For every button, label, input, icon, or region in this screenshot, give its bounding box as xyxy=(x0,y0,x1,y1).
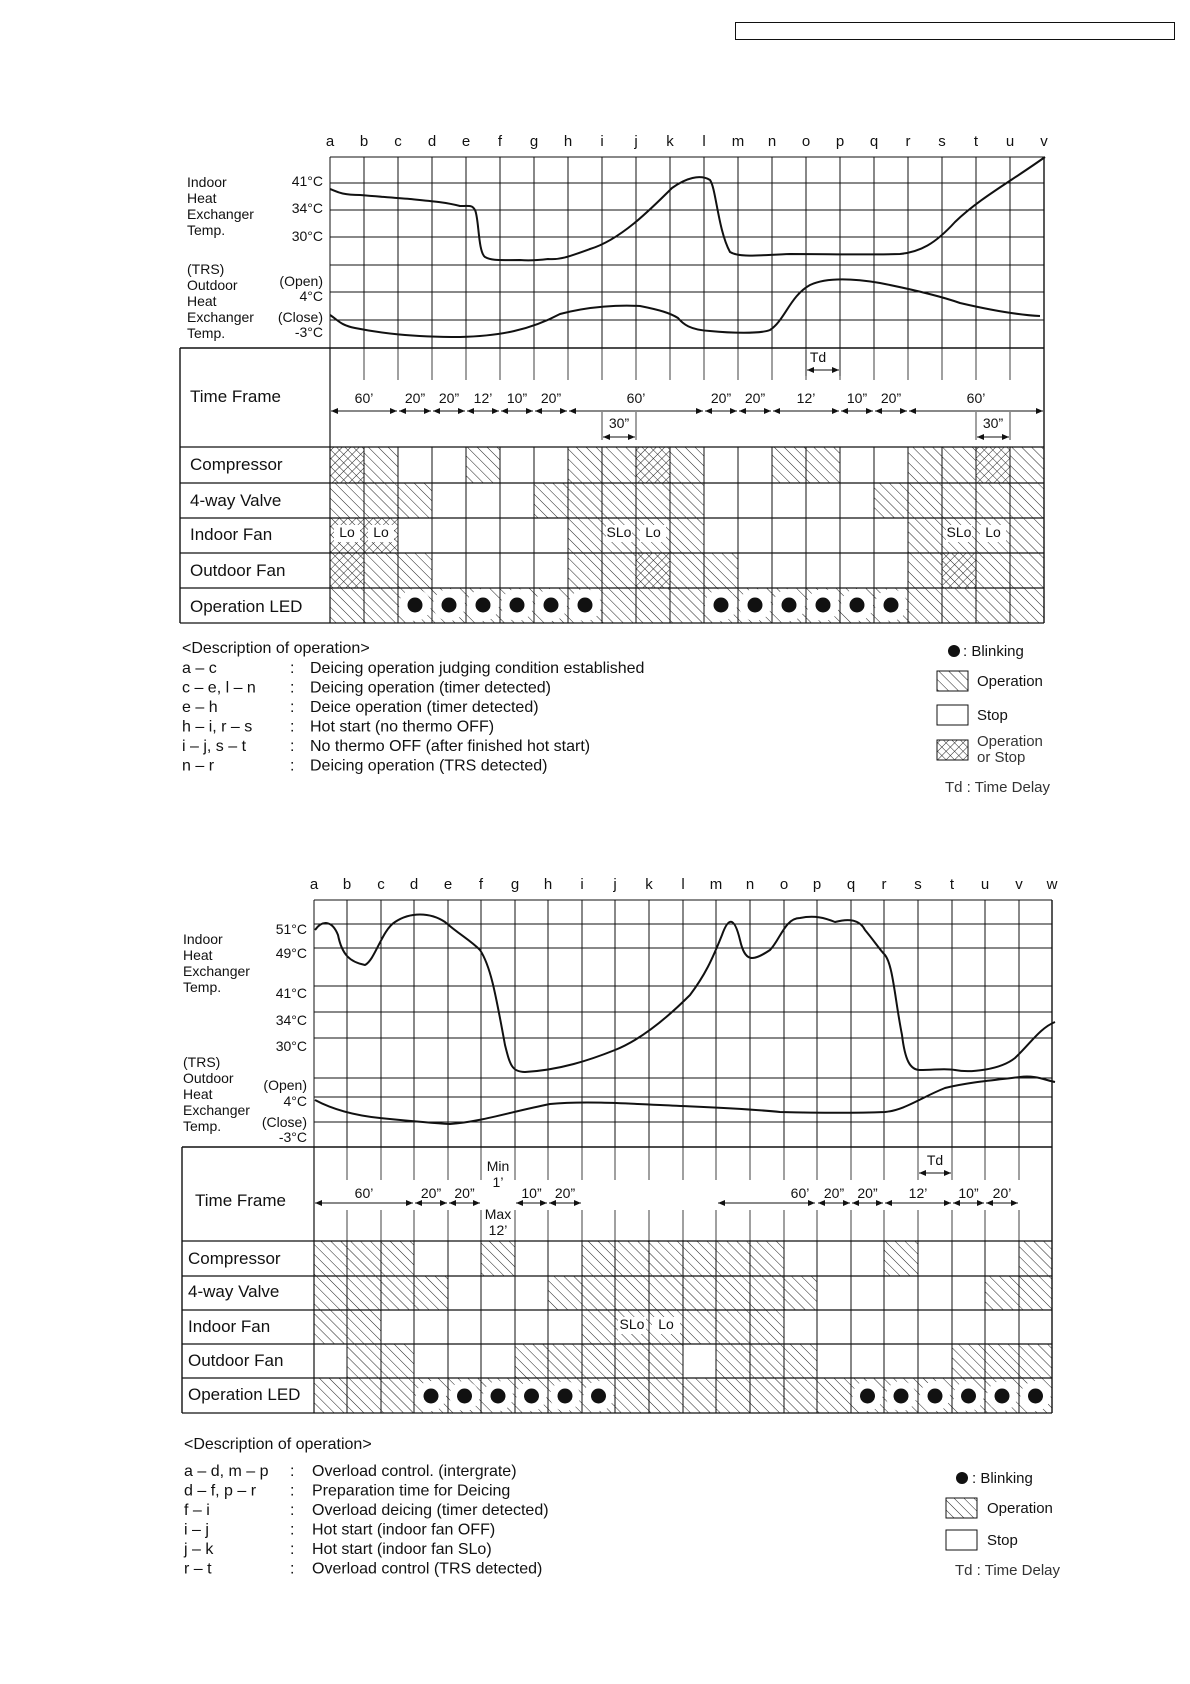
d1-col-letter: t xyxy=(973,133,979,150)
d1-tf-arrow-head-right xyxy=(832,408,839,414)
d2-desc-range: i – j xyxy=(184,1521,209,1539)
d2-led-blink-dot xyxy=(524,1389,539,1404)
d2-minmax-label: 1’ xyxy=(492,1174,504,1190)
d1-legend-blink-dot xyxy=(948,645,960,657)
d1-tf-arrow-head-right xyxy=(1036,408,1043,414)
d2-led-blink-dot xyxy=(424,1389,439,1404)
d1-tf-arrow-head-right xyxy=(730,408,737,414)
d2-time-frame-label: Time Frame xyxy=(195,1191,286,1210)
d2-state-cell xyxy=(481,1241,515,1276)
d2-desc-text: Hot start (indoor fan SLo) xyxy=(312,1541,492,1558)
d1-fan-label: SLo xyxy=(606,524,632,540)
d1-tf-arrow-head-left xyxy=(841,408,848,414)
d2-col-letter: h xyxy=(543,876,553,893)
d1-desc-sep: : xyxy=(290,718,295,736)
diagram-1 xyxy=(180,133,1051,796)
d1-col-letter: p xyxy=(835,133,845,150)
d2-fan-label: Lo xyxy=(658,1316,674,1332)
d2-desc-text: Overload deicing (timer detected) xyxy=(312,1502,549,1519)
d1-tf-arrow-head-right xyxy=(458,408,465,414)
d1-legend-stop-swatch xyxy=(937,705,968,725)
d1-legend-operation: Operation xyxy=(977,673,1043,690)
d1-fan-label: SLo xyxy=(946,524,972,540)
d1-tf-label: 20” xyxy=(744,390,766,406)
d1-state-cell xyxy=(330,483,432,518)
d2-state-cell xyxy=(884,1241,918,1276)
d2-desc-sep: : xyxy=(290,1560,295,1578)
d2-col-letter: c xyxy=(377,876,385,893)
d2-temp-51: 51°C xyxy=(275,921,307,937)
d1-tf-arrow-head-right xyxy=(492,408,499,414)
d2-td-label: Td xyxy=(926,1152,944,1168)
d1-col-letter: u xyxy=(1005,133,1015,150)
d1-state-cell xyxy=(364,447,398,483)
d2-col-letter: p xyxy=(812,876,822,893)
d2-temp-minus3: -3°C xyxy=(278,1129,307,1145)
d1-state-cell xyxy=(330,553,364,588)
d1-col-letter: i xyxy=(600,133,604,150)
d2-state-cell xyxy=(314,1241,414,1276)
d1-led-blink-dot xyxy=(510,598,525,613)
d1-temp-minus3: -3°C xyxy=(294,324,323,340)
d1-legend-opstop-swatch xyxy=(937,740,968,760)
d1-led-blink-dot xyxy=(544,598,559,613)
d1-led-blink-dot xyxy=(442,598,457,613)
d2-indoor-label: Indoor Heat Exchanger Temp. xyxy=(183,931,250,995)
d1-td-arrow-head-left xyxy=(807,367,814,373)
d2-led-blink-dot xyxy=(1028,1389,1043,1404)
d1-tf-arrow-head-left xyxy=(433,408,440,414)
d1-col-letter: k xyxy=(666,133,674,150)
d1-state-cell xyxy=(636,447,670,483)
d2-state-cell xyxy=(952,1344,1052,1378)
d2-col-letter: i xyxy=(580,876,584,893)
d2-temp-4: 4°C xyxy=(283,1093,307,1109)
d1-desc-sep: : xyxy=(290,679,295,697)
d1-sub-arrow-head-left xyxy=(977,434,984,440)
d2-col-letter: k xyxy=(645,876,653,893)
d2-desc-sep: : xyxy=(290,1541,295,1558)
d2-desc-range: j – k xyxy=(184,1541,214,1558)
d1-sub-arrow-head-left xyxy=(603,434,610,440)
d2-temp-41: 41°C xyxy=(275,985,307,1001)
d2-col-letter: a xyxy=(309,876,319,893)
d2-td-arrow-head-left xyxy=(919,1170,926,1176)
d2-indoor-temp-curve xyxy=(315,915,1055,1073)
d1-col-letter: h xyxy=(563,133,573,150)
d2-col-letter: d xyxy=(409,876,419,893)
d1-fan-label: Lo xyxy=(985,524,1001,540)
d2-col-letter: e xyxy=(443,876,453,893)
d1-state-cell xyxy=(908,553,942,588)
d2-col-letter: t xyxy=(949,876,955,893)
d2-tf-label: 60’ xyxy=(790,1185,810,1201)
d1-tf-arrow-head-left xyxy=(875,408,882,414)
d2-col-letter: u xyxy=(980,876,990,893)
d1-state-cell xyxy=(976,447,1010,483)
d1-close-label: (Close) xyxy=(277,309,323,325)
d2-col-letter: s xyxy=(914,876,922,893)
d2-temp-49: 49°C xyxy=(275,945,307,961)
d2-tf-arrow-head-left xyxy=(885,1200,892,1206)
d2-row-4way-valve: 4-way Valve xyxy=(188,1282,280,1301)
d2-desc-sep: : xyxy=(290,1482,295,1500)
d2-state-cell xyxy=(784,1276,817,1310)
d2-minmax-label: 12’ xyxy=(488,1222,508,1238)
d1-tf-arrow-head-left xyxy=(399,408,406,414)
d1-tf-arrow-head-right xyxy=(866,408,873,414)
d2-tf-arrow-long-head-left xyxy=(718,1200,725,1206)
d1-state-cell xyxy=(636,553,670,588)
d2-col-letter: n xyxy=(745,876,755,893)
d1-tf-label: 12’ xyxy=(473,390,493,406)
d2-desc-sep: : xyxy=(290,1521,295,1539)
d1-col-letter: d xyxy=(427,133,437,150)
d1-temp-4: 4°C xyxy=(299,288,323,304)
d2-fan-label: SLo xyxy=(619,1316,645,1332)
d2-open-label: (Open) xyxy=(263,1077,307,1093)
d1-tf-label: 10” xyxy=(846,390,868,406)
diagram-2 xyxy=(182,876,1061,1579)
d1-legend-blinking: : Blinking xyxy=(963,643,1024,660)
d1-tf-arrow-head-left xyxy=(739,408,746,414)
d2-desc-range: a – d, m – p xyxy=(184,1463,269,1480)
d2-col-letter: l xyxy=(681,876,685,893)
d2-led-blink-dot xyxy=(860,1389,875,1404)
d1-tf-label: 20” xyxy=(438,390,460,406)
d2-legend-stop: Stop xyxy=(987,1532,1018,1549)
d1-desc-text: Deice operation (timer detected) xyxy=(310,699,539,716)
d1-temp-41: 41°C xyxy=(291,173,323,189)
d1-state-cell xyxy=(874,483,1044,518)
d2-temp-34: 34°C xyxy=(275,1012,307,1028)
d2-desc-range: r – t xyxy=(184,1560,212,1578)
d2-tf-label: 10” xyxy=(958,1185,979,1201)
d2-led-blink-dot xyxy=(894,1389,909,1404)
d1-desc-sep: : xyxy=(290,699,295,716)
d1-legend-stop: Stop xyxy=(977,707,1008,724)
d1-tf-label: 20” xyxy=(540,390,562,406)
d1-time-frame-label: Time Frame xyxy=(190,387,281,406)
d1-col-letter: v xyxy=(1040,133,1048,150)
d2-row-operation-led: Operation LED xyxy=(188,1385,301,1404)
d1-legend-td: Td : Time Delay xyxy=(945,779,1051,796)
d2-col-letter: g xyxy=(510,876,520,893)
d2-desc-text: Overload control. (intergrate) xyxy=(312,1463,517,1480)
d1-sub-label: 30” xyxy=(608,415,630,431)
d1-tf-arrow-head-left xyxy=(569,408,576,414)
d1-desc-sep: : xyxy=(290,738,295,755)
d1-led-blink-dot xyxy=(476,598,491,613)
d2-led-blink-dot xyxy=(928,1389,943,1404)
d1-col-letter: c xyxy=(394,133,402,150)
d1-tf-label: 12’ xyxy=(796,390,816,406)
d2-tf-label: 12’ xyxy=(908,1185,928,1201)
d2-tf-label: 20” xyxy=(554,1185,576,1201)
d2-desc-title: <Description of operation> xyxy=(184,1436,372,1453)
d1-outdoor-label: (TRS) Outdoor Heat Exchanger Temp. xyxy=(187,261,254,341)
d2-outdoor-label: (TRS) Outdoor Heat Exchanger Temp. xyxy=(183,1054,250,1134)
d2-minmax-label: Max xyxy=(484,1206,512,1222)
d2-col-letter: o xyxy=(779,876,789,893)
d1-state-cell xyxy=(1010,447,1044,483)
d1-legend-op-or-stop: Operation or Stop xyxy=(977,733,1043,766)
d2-led-blink-dot xyxy=(457,1389,472,1404)
d1-td-arrow-head-right xyxy=(832,367,839,373)
d1-state-cell xyxy=(330,447,364,483)
d1-desc-text: Deicing operation judging condition established xyxy=(310,660,645,677)
d2-desc-text: Hot start (indoor fan OFF) xyxy=(312,1521,496,1539)
d1-desc-range: i – j, s – t xyxy=(182,738,247,755)
d1-desc-range: h – i, r – s xyxy=(182,718,253,736)
d1-col-letter: e xyxy=(461,133,471,150)
d2-row-outdoor-fan: Outdoor Fan xyxy=(188,1351,284,1370)
d2-col-letter: b xyxy=(342,876,352,893)
d1-state-cell xyxy=(534,483,704,518)
d2-tf-label: 10” xyxy=(521,1185,542,1201)
d1-fan-label: Lo xyxy=(339,524,355,540)
d1-td-label: Td xyxy=(809,349,827,365)
d1-state-cell xyxy=(466,447,500,483)
d1-led-blink-dot xyxy=(850,598,865,613)
d1-col-letter: n xyxy=(767,133,777,150)
d1-tf-arrow-head-right xyxy=(900,408,907,414)
d1-col-letter: r xyxy=(905,133,911,150)
d2-tf-arrow-head-left xyxy=(315,1200,322,1206)
d1-desc-sep: : xyxy=(290,660,295,677)
d1-col-letter: f xyxy=(497,133,503,150)
d1-row-4way-valve: 4-way Valve xyxy=(190,491,282,510)
d1-indoor-label: Indoor Heat Exchanger Temp. xyxy=(187,174,254,238)
d2-tf-arrow-head-right xyxy=(1011,1200,1018,1206)
d2-col-letter: m xyxy=(709,876,723,893)
d1-desc-range: c – e, l – n xyxy=(182,679,256,697)
d1-col-letter: o xyxy=(801,133,811,150)
d1-desc-text: Hot start (no thermo OFF) xyxy=(310,718,495,736)
d1-tf-arrow-head-left xyxy=(535,408,542,414)
d1-desc-text: Deicing operation (timer detected) xyxy=(310,679,552,697)
d1-desc-range: n – r xyxy=(182,757,215,775)
d1-led-blink-dot xyxy=(408,598,423,613)
d2-tf-label: 20” xyxy=(454,1185,475,1201)
d2-tf-label: 20” xyxy=(420,1185,442,1201)
d1-tf-label: 20” xyxy=(880,390,902,406)
d1-tf-arrow-head-right xyxy=(526,408,533,414)
d1-state-cell xyxy=(942,553,976,588)
d1-tf-label: 60’ xyxy=(966,390,986,406)
d1-col-letter: m xyxy=(731,133,745,150)
d2-tf-label: 20’ xyxy=(992,1185,1012,1201)
d1-row-compressor: Compressor xyxy=(190,455,283,474)
d1-tf-arrow-head-left xyxy=(773,408,780,414)
d2-desc-text: Preparation time for Deicing xyxy=(312,1482,511,1500)
d1-col-letter: g xyxy=(529,133,539,150)
d2-led-blink-dot xyxy=(995,1389,1010,1404)
d2-tf-arrow-head-right xyxy=(944,1200,951,1206)
d1-desc-range: e – h xyxy=(182,699,218,716)
d2-outdoor-temp-curve xyxy=(315,1077,1055,1124)
d1-tf-arrow-head-left xyxy=(501,408,508,414)
d1-col-letter: q xyxy=(869,133,879,150)
d2-minmax-label: Min xyxy=(486,1158,510,1174)
d2-close-label: (Close) xyxy=(261,1114,307,1130)
d1-tf-label: 10” xyxy=(506,390,528,406)
d1-tf-label: 20” xyxy=(710,390,732,406)
d1-col-letter: s xyxy=(938,133,946,150)
d2-row-compressor: Compressor xyxy=(188,1249,281,1268)
d1-desc-text: Deicing operation (TRS detected) xyxy=(310,757,548,775)
d1-tf-arrow-head-right xyxy=(696,408,703,414)
d2-state-cell xyxy=(1019,1241,1052,1276)
d2-td-arrow-head-right xyxy=(944,1170,951,1176)
d2-led-blink-dot xyxy=(591,1389,606,1404)
d1-sub-arrow-head-right xyxy=(628,434,635,440)
d1-col-letter: l xyxy=(702,133,706,150)
d2-led-blink-dot xyxy=(961,1389,976,1404)
d2-temp-30: 30°C xyxy=(275,1038,307,1054)
d2-legend-blinking: : Blinking xyxy=(972,1470,1033,1487)
d1-tf-arrow-head-right xyxy=(560,408,567,414)
d2-legend-stop-swatch xyxy=(946,1530,977,1550)
d1-desc-text: No thermo OFF (after finished hot start) xyxy=(310,738,591,755)
d1-fan-label: Lo xyxy=(373,524,389,540)
d1-indoor-temp-curve xyxy=(330,157,1045,260)
d2-col-letter: v xyxy=(1015,876,1023,893)
d1-led-blink-dot xyxy=(748,598,763,613)
d2-desc-text: Overload control (TRS detected) xyxy=(312,1560,543,1578)
d1-tf-arrow-head-left xyxy=(909,408,916,414)
d1-state-cell xyxy=(670,447,704,483)
d2-desc-range: d – f, p – r xyxy=(184,1482,257,1500)
d2-col-letter: r xyxy=(881,876,887,893)
d1-led-blink-dot xyxy=(884,598,899,613)
d2-state-cell xyxy=(548,1276,784,1310)
d2-tf-label: 20” xyxy=(823,1185,845,1201)
d2-led-blink-dot xyxy=(491,1389,506,1404)
d1-temp-34: 34°C xyxy=(291,200,323,216)
d2-desc-range: f – i xyxy=(184,1502,210,1519)
d1-tf-arrow-head-left xyxy=(331,408,338,414)
d1-outdoor-temp-curve xyxy=(330,279,1040,337)
d1-tf-arrow-head-left xyxy=(705,408,712,414)
d1-row-operation-led: Operation LED xyxy=(190,597,303,616)
d2-tf-arrow-head-right xyxy=(406,1200,413,1206)
d1-temp-30: 30°C xyxy=(291,228,323,244)
d2-desc-sep: : xyxy=(290,1502,295,1519)
d1-col-letter: j xyxy=(634,133,638,150)
d2-tf-label: 60’ xyxy=(354,1185,374,1201)
d1-tf-label: 20” xyxy=(404,390,426,406)
d1-tf-arrow-head-right xyxy=(424,408,431,414)
d2-led-blink-dot xyxy=(558,1389,573,1404)
d1-tf-arrow-head-right xyxy=(390,408,397,414)
d2-col-letter: j xyxy=(613,876,617,893)
d1-open-label: (Open) xyxy=(279,273,323,289)
d1-tf-arrow-head-left xyxy=(467,408,474,414)
d1-col-letter: a xyxy=(325,133,335,150)
d2-state-cell xyxy=(716,1344,817,1378)
d2-legend-operation: Operation xyxy=(987,1500,1053,1517)
d2-col-letter: w xyxy=(1046,876,1058,893)
d1-led-blink-dot xyxy=(714,598,729,613)
d1-led-blink-dot xyxy=(782,598,797,613)
d1-row-indoor-fan: Indoor Fan xyxy=(190,525,273,544)
d2-legend-operation-swatch xyxy=(946,1498,977,1518)
d1-led-blink-dot xyxy=(578,598,593,613)
d2-desc-sep: : xyxy=(290,1463,295,1480)
d1-sub-label: 30” xyxy=(982,415,1004,431)
d2-legend-blink-dot xyxy=(956,1472,968,1484)
d2-legend-td: Td : Time Delay xyxy=(955,1562,1061,1579)
d2-tf-label: 20” xyxy=(857,1185,878,1201)
d1-desc-title: <Description of operation> xyxy=(182,640,370,657)
d1-tf-label: 60’ xyxy=(626,390,646,406)
d1-col-letter: b xyxy=(359,133,369,150)
d1-led-blink-dot xyxy=(816,598,831,613)
d2-col-letter: q xyxy=(846,876,856,893)
d1-sub-arrow-head-right xyxy=(1002,434,1009,440)
d1-desc-range: a – c xyxy=(182,660,217,677)
d1-tf-arrow-head-right xyxy=(764,408,771,414)
d1-tf-label: 60’ xyxy=(354,390,374,406)
d1-desc-sep: : xyxy=(290,757,295,775)
d1-row-outdoor-fan: Outdoor Fan xyxy=(190,561,286,580)
d2-row-indoor-fan: Indoor Fan xyxy=(188,1317,271,1336)
d2-state-cell xyxy=(515,1344,683,1378)
d1-legend-operation-swatch xyxy=(937,671,968,691)
d1-fan-label: Lo xyxy=(645,524,661,540)
d2-col-letter: f xyxy=(478,876,484,893)
